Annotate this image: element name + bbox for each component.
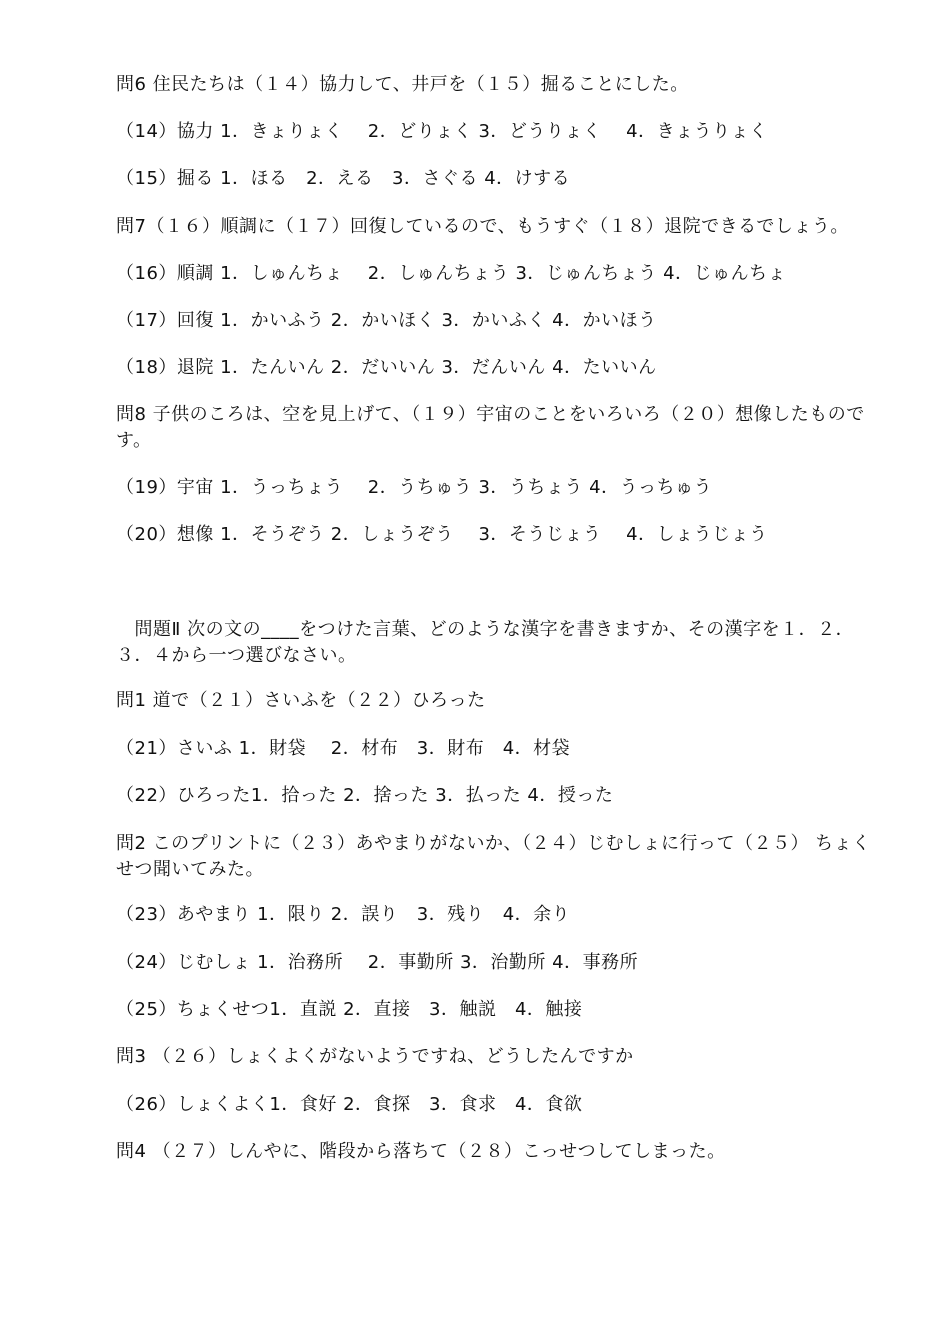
item-21-choices: （21）さいふ 1．財袋 2．材布 3．財布 4．材袋 <box>116 738 571 759</box>
item-16-choices: （16）順調 1．しゅんちょ 2．しゅんちょう 3．じゅんちょう 4．じゅんちょ <box>116 263 787 284</box>
section-2-instructions: 問題Ⅱ 次の文の____をつけた言葉、どのような漢字を書きますか、その漢字を１．２．３．４から一つ選びなさい。 <box>116 619 855 666</box>
item-26-choices: （26）しょくよく1．食好 2．食探 3．食求 4．食欲 <box>116 1094 583 1115</box>
question-1-prompt: 問1 道で（２１）さいふを（２２）ひろった <box>116 690 486 711</box>
item-14-choices: （14）協力 1．きょりょく 2．どりょく 3．どうりょく 4．きょうりょく <box>116 121 768 142</box>
question-8-prompt: 問8 子供のころは、空を見上げて、（１９）宇宙のことをいろいろ（２０）想像したものです。 <box>116 404 865 451</box>
item-25-choices: （25）ちょくせつ1．直説 2．直接 3．触説 4．触接 <box>116 999 583 1020</box>
item-20-choices: （20）想像 1．そうぞう 2．しょうぞう 3．そうじょう 4．しょうじょう <box>116 524 768 545</box>
item-23-choices: （23）あやまり 1．限り 2．誤り 3．残り 4．余り <box>116 904 571 925</box>
item-22-choices: （22）ひろった1．拾った 2．捨った 3．払った 4．授った <box>116 785 614 806</box>
question-3-prompt: 問3 （２６）しょくよくがないようですね、どうしたんですか <box>116 1046 634 1067</box>
item-15-choices: （15）掘る 1．ほる 2．える 3．さぐる 4．けする <box>116 168 571 189</box>
item-17-choices: （17）回復 1．かいふう 2．かいほく 3．かいふく 4．かいほう <box>116 310 657 331</box>
item-18-choices: （18）退院 1．たんいん 2．だいいん 3．だんいん 4．たいいん <box>116 357 657 378</box>
question-4-prompt: 問4 （２７）しんやに、階段から落ちて（２８）こっせつしてしまった。 <box>116 1141 726 1162</box>
item-19-choices: （19）宇宙 1．うっちょう 2．うちゅう 3．うちょう 4．うっちゅう <box>116 477 713 498</box>
question-2-prompt: 問2 このプリントに（２３）あやまりがないか、（２４）じむしょに行って（２５） ちょくせつ聞いてみた。 <box>116 833 871 880</box>
item-24-choices: （24）じむしょ 1．治務所 2．事勤所 3．治勤所 4．事務所 <box>116 952 639 973</box>
question-6-prompt: 問6 住民たちは（１４）協力して、井戸を（１５）掘ることにした。 <box>116 74 689 95</box>
question-7-prompt: 問7（１６）順調に（１７）回復しているので、もうすぐ（１８）退院できるでしょう。 <box>116 216 849 237</box>
